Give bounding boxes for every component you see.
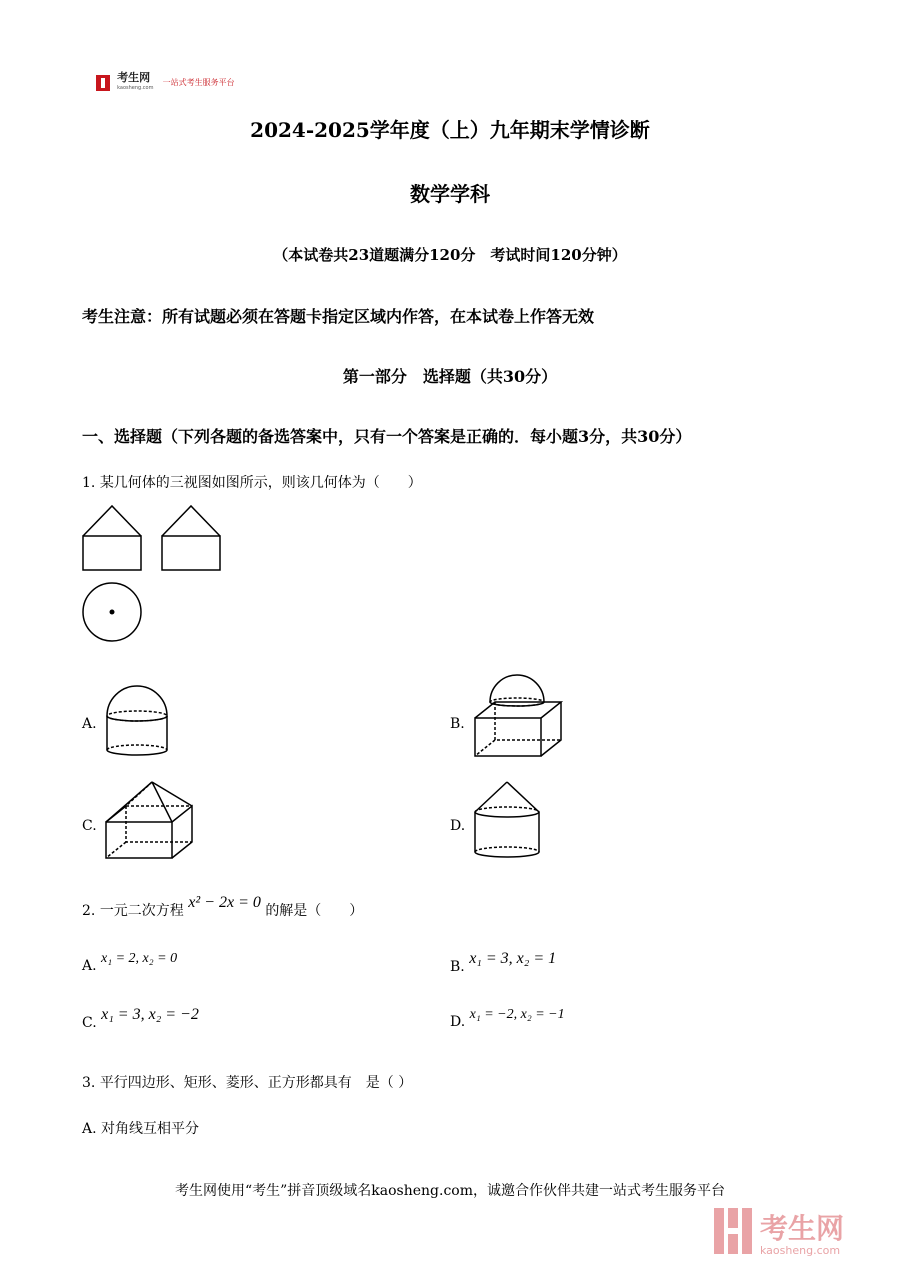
q1-option-a-figure[interactable] (100, 680, 180, 760)
option-text: 对角线互相平分 (101, 1121, 200, 1137)
question-stem-suffix: 的解是（ ） (265, 903, 364, 919)
logo-slogan: 一站式考生服务平台 (162, 78, 235, 87)
q1-option-d-label[interactable]: D. (450, 818, 466, 834)
exam-notice: 考生注意：所有试题必须在答题卡指定区域内作答，在本试卷上作答无效 (82, 307, 595, 326)
option-text: x₁ = −2, x₂ = −1 (469, 1007, 565, 1022)
question-equation: x² − 2x = 0 (188, 894, 261, 911)
option-label: A. (82, 958, 97, 974)
q2-option-a[interactable] (82, 951, 178, 975)
q1-option-b-figure[interactable] (470, 672, 570, 764)
page-footer: 考生网使用“考生”拼音顶级域名kaosheng.com，诚邀合作伙伴共建一站式考生服务平台 (174, 1183, 726, 1199)
q1-option-b-label[interactable]: B. (450, 716, 465, 732)
watermark-name: 考生网 (760, 1212, 845, 1245)
watermark-graphic (712, 1204, 872, 1260)
option-label: A. (82, 1121, 97, 1137)
three-views-figure (80, 502, 240, 652)
q2-option-d[interactable] (450, 1007, 565, 1031)
q2-option-b[interactable] (450, 950, 557, 976)
question-2 (82, 894, 364, 920)
front-view (83, 506, 141, 570)
part-one-heading: 第一部分 选择题（共30分） (342, 367, 558, 386)
logo-icon (96, 75, 110, 91)
option-text: x₁ = 3, x₂ = 1 (469, 950, 557, 967)
side-view (162, 506, 220, 570)
question-number: 2. (82, 903, 96, 919)
option-label: D. (450, 1014, 466, 1030)
logo-name: 考生网 kaosheng.com (117, 70, 154, 91)
page-title: 2024-2025学年度（上）九年期末学情诊断 (250, 118, 650, 142)
question-number: 1. (82, 475, 96, 491)
question-stem: 平行四边形、矩形、菱形、正方形都具有 是（ ） (99, 1075, 413, 1091)
option-label: B. (450, 959, 465, 975)
question-stem: 某几何体的三视图如图所示，则该几何体为（ ） (99, 475, 422, 491)
q1-option-c-figure[interactable] (100, 778, 200, 864)
option-label: C. (82, 1015, 97, 1031)
option-text: x₁ = 3, x₂ = −2 (101, 1006, 199, 1023)
q1-option-a-label[interactable]: A. (82, 716, 97, 732)
question-3 (82, 1072, 412, 1092)
question-stem-prefix: 一元二次方程 (99, 903, 184, 919)
option-text: x₁ = 2, x₂ = 0 (101, 951, 178, 966)
watermark-domain: kaosheng.com (760, 1244, 841, 1257)
q3-option-a[interactable] (82, 1118, 199, 1138)
q2-option-c[interactable] (82, 1006, 199, 1032)
q1-option-c-label[interactable]: C. (82, 818, 97, 834)
subject-title: 数学学科 (410, 182, 490, 206)
watermark-logo (712, 1204, 872, 1264)
exam-info: （本试卷共23道题满分120分 考试时间120分钟） (273, 246, 627, 264)
logo-domain: kaosheng.com (117, 84, 154, 91)
question-1 (82, 472, 422, 492)
q1-option-d-figure[interactable] (470, 778, 550, 866)
question-number: 3. (82, 1075, 96, 1091)
section-one-heading: 一、选择题（下列各题的备选答案中，只有一个答案是正确的．每小题3分，共30分） (82, 427, 692, 446)
header-logo (96, 72, 235, 92)
